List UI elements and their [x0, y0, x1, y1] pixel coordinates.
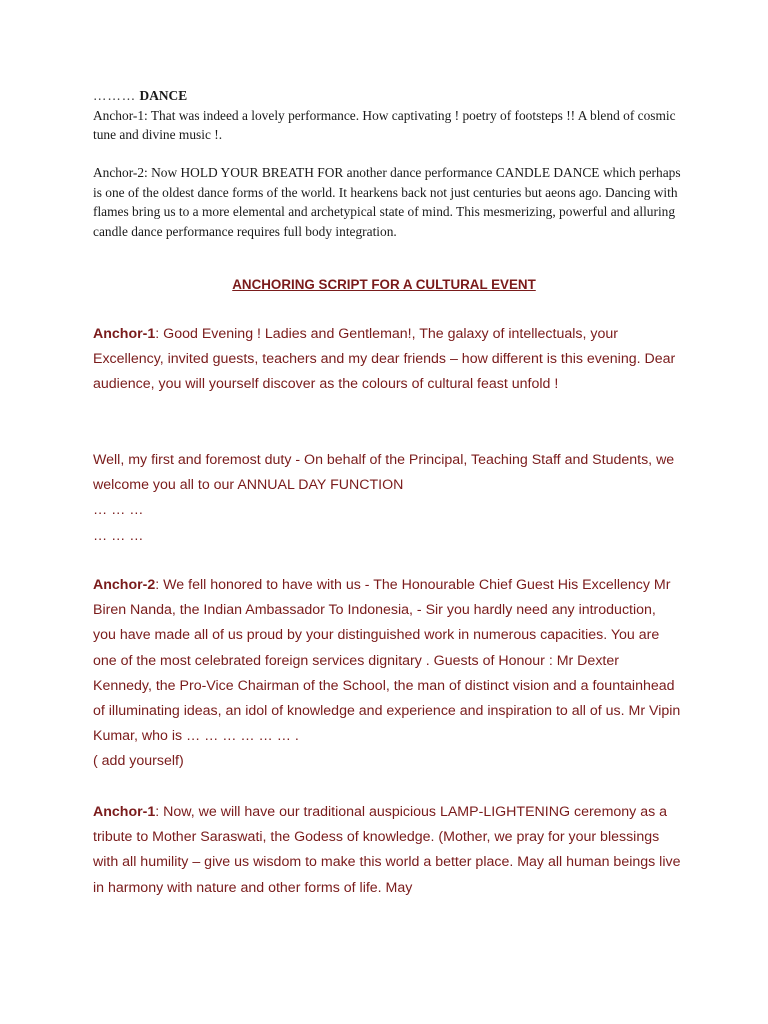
intro-anchor1-text: Anchor-1: That was indeed a lovely performance. How captivating ! poetry of footsteps !! A blend of cosmic tune and divine music !. — [93, 107, 676, 142]
leading-dots: ……… — [93, 88, 137, 103]
anchor1-welcome-text: : Good Evening ! Ladies and Gentleman!, The galaxy of intellectuals, your Excellency, invited guests, teachers and my dear friends – how different is this evening. Dear audience, you will yourself discover as the colours of cultural feast unfold ! — [93, 326, 676, 393]
anchor1-welcome-paragraph — [93, 322, 681, 398]
ellipsis-line-2: … … … — [93, 527, 144, 544]
anchor1-lamp-paragraph — [93, 800, 681, 901]
anchor1-lamp-label: Anchor-1 — [93, 804, 156, 820]
add-yourself-note: ( add yourself) — [93, 753, 184, 770]
ellipsis-line-1: … … … — [93, 502, 144, 519]
dance-heading: DANCE — [139, 88, 188, 103]
anchor2-label: Anchor-2 — [93, 577, 156, 593]
anchor1-label: Anchor-1 — [93, 326, 156, 342]
welcome-duty-text: Well, my first and foremost duty - On behalf of the Principal, Teaching Staff and Students, we welcome you all to our ANNUAL DAY FUNCTION — [93, 452, 675, 494]
welcome-duty-paragraph — [93, 448, 681, 549]
script-title: ANCHORING SCRIPT FOR A CULTURAL EVENT — [232, 277, 536, 292]
intro-anchor2-text: Anchor-2: Now HOLD YOUR BREATH FOR another dance performance CANDLE DANCE which perhaps is one of the oldest dance forms of the world. It hearkens back not just centuries but aeons ago. Dancing with flames bring us to a more elemental and archetypical state of mind. This mesmerizing, powerful and alluring candle dance performance requires full body integration. — [93, 165, 681, 239]
intro-anchor1-paragraph — [93, 86, 681, 145]
anchor1-lamp-text: : Now, we will have our traditional auspicious LAMP-LIGHTENING ceremony as a tribute to Mother Saraswati, the Godess of knowledge. (Mother, we pray for your blessings with all humility – give us wisdom to make this world a better place. May all human beings live in harmony with nature and other forms of life. May — [93, 804, 681, 896]
anchor2-guests-paragraph — [93, 573, 681, 775]
intro-anchor2-paragraph — [93, 163, 681, 241]
anchor2-guests-text: : We fell honored to have with us - The Honourable Chief Guest His Excellency Mr Biren Nanda, the Indian Ambassador To Indonesia, - Sir you hardly need any introduction, you have made all of us proud by your distinguished work in numerous capacities. You are one of the most celebrated foreign services dignitary . Guests of Honour : Mr Dexter Kennedy, the Pro-Vice Chairman of the School, the man of distinct vision and a fountainhead of illuminating ideas, an idol of knowledge and experience and inspiration to all of us. Mr Vipin Kumar, who is … … … … … … . — [93, 577, 681, 745]
